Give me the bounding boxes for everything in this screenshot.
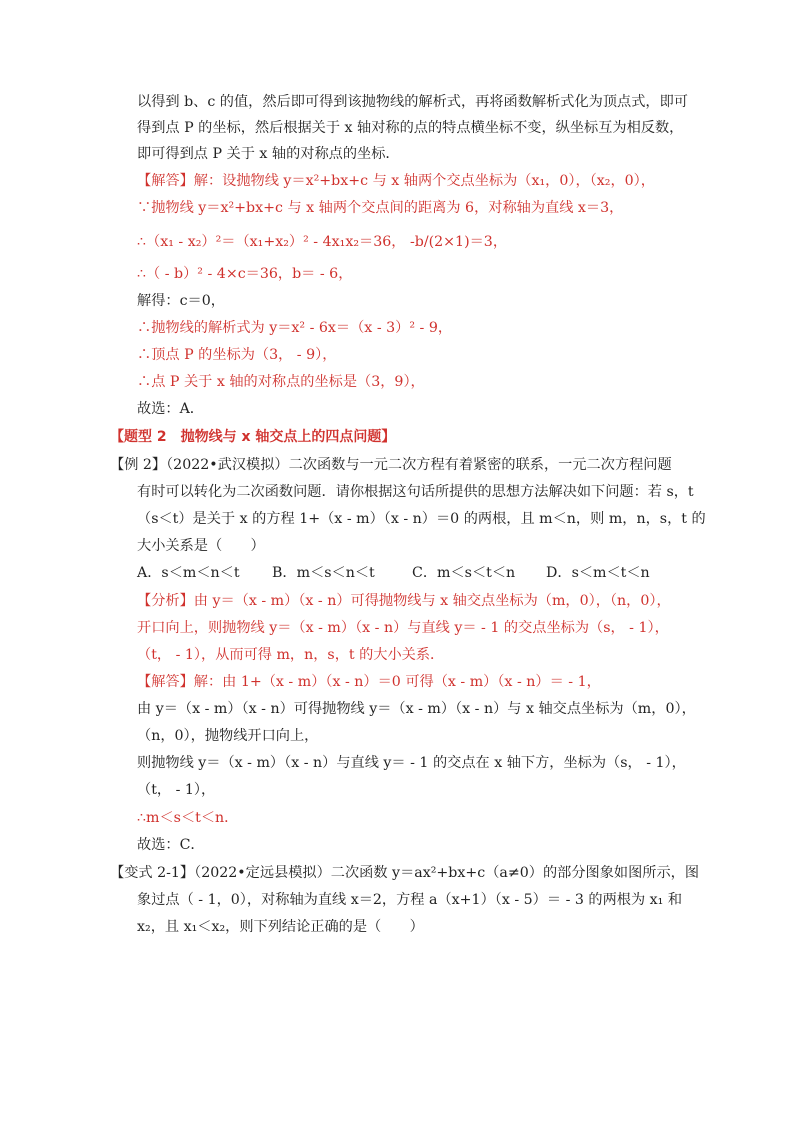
solution-line: ∴m＜s＜t＜n． xyxy=(137,810,239,826)
example-line: 大小关系是（ ） xyxy=(137,538,265,554)
example-line: （s＜t）是关于 x 的方程 1+（x - m）（x - n）＝0 的两根，且 m＜n，则 m，n，s，t 的 xyxy=(137,511,706,527)
solution-line: ∵抛物线 y＝x²+bx+c 与 x 轴两个交点间的距离为 6，对称轴为直线 x＝3， xyxy=(137,200,624,216)
solution-line: 【解答】解：设抛物线 y＝x²+bx+c 与 x 轴两个交点坐标为（x₁，0），（x₂，0）， xyxy=(137,173,655,189)
analysis-line: 开口向上，则抛物线 y＝（x - m）（x - n）与直线 y＝ - 1 的交点坐标为（s， - 1）， xyxy=(137,620,669,636)
example-line: 有时可以转化为二次函数问题．请你根据这句话所提供的思想方法解决如下问题：若 s，t xyxy=(137,484,694,500)
section-heading: 【题型 2 抛物线与 x 轴交点上的四点问题】 xyxy=(110,429,396,445)
text-line: 即可得到点 P 关于 x 轴的对称点的坐标． xyxy=(137,146,400,162)
analysis-line: （t， - 1），从而可得 m，n，s，t 的大小关系． xyxy=(137,647,445,663)
variant-line: 象过点（ - 1，0），对称轴为直线 x＝2，方程 a（x+1）（x - 5）＝ - 3 的两根为 x₁ 和 xyxy=(137,892,683,908)
solution-line: ∴（x₁ - x₂）²＝（x₁+x₂）² - 4x₁x₂＝36， -b/(2×1)＝3， xyxy=(137,234,508,250)
solution-line: ∴点 P 关于 x 轴的对称点的坐标是（3，9）， xyxy=(137,374,425,390)
solution-line: 由 y＝（x - m）（x - n）可得抛物线 y＝（x - m）（x - n）与 x 轴交点坐标为（m，0）， xyxy=(137,701,696,717)
answer-line: 故选：A． xyxy=(137,401,204,417)
option-c: C．m＜s＜t＜n xyxy=(412,565,516,581)
text-line: 得到点 P 的坐标，然后根据关于 x 轴对称的点的特点横坐标不变，纵坐标互为相反数， xyxy=(137,120,684,136)
variant-line: x₂，且 x₁＜x₂，则下列结论正确的是（ ） xyxy=(137,919,424,935)
analysis-line: 【分析】由 y＝（x - m）（x - n）可得抛物线与 x 轴交点坐标为（m，0），（n，0）， xyxy=(137,593,671,609)
variant-line: 【变式 2-1】（2022•定远县模拟）二次函数 y＝ax²+bx+c（a≠0）的部分图象如图所示，图 xyxy=(110,865,700,881)
solution-line: 【解答】解：由 1+（x - m）（x - n）＝0 可得（x - m）（x - n）＝ - 1， xyxy=(137,674,601,690)
option-b: B．m＜s＜n＜t xyxy=(272,565,375,581)
option-a: A．s＜m＜n＜t xyxy=(137,565,240,581)
answer-line: 故选：C． xyxy=(137,837,205,853)
solution-line: ∴抛物线的解析式为 y＝x² - 6x＝（x - 3）² - 9， xyxy=(137,320,453,336)
solution-line: ∴顶点 P 的坐标为（3， - 9）， xyxy=(137,347,337,363)
text-line: 以得到 b、c 的值，然后即可得到该抛物线的解析式，再将函数解析式化为顶点式，即可 xyxy=(137,94,688,110)
solution-line: （t， - 1）， xyxy=(137,782,216,798)
solution-line: （n，0），抛物线开口向上， xyxy=(137,728,319,744)
example-line: 【例 2】（2022•武汉模拟）二次函数与一元二次方程有着紧密的联系，一元二次方程问题 xyxy=(110,457,672,473)
solution-line: 解得：c＝0， xyxy=(137,293,225,309)
solution-line: ∴（ - b）² - 4×c＝36，b＝ - 6， xyxy=(137,266,353,282)
option-d: D．s＜m＜t＜n xyxy=(546,565,650,581)
solution-line: 则抛物线 y＝（x - m）（x - n）与直线 y＝ - 1 的交点在 x 轴下方，坐标为（s， - 1）， xyxy=(137,755,686,771)
